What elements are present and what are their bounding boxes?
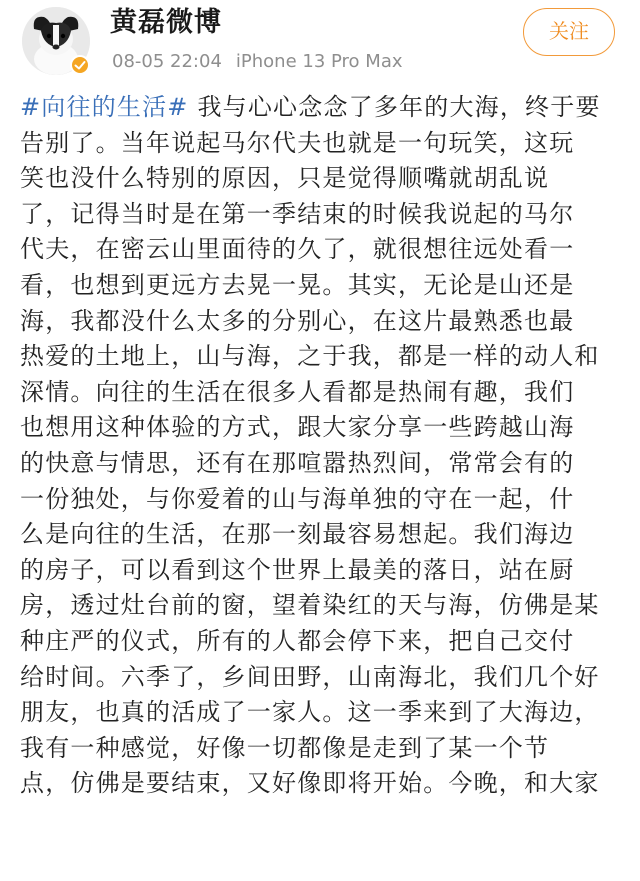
post-line-text: 我与心心念念了多年的大海，终于要 [188,93,601,121]
post-line: 的房子，可以看到这个世界上最美的落日，站在厨 [20,555,575,584]
post-body [20,90,620,802]
post-line: 的快意与情思，还有在那喧嚣热烈间，常常会有的 [20,448,575,477]
post-line: 了，记得当时是在第一季结束的时候我说起的马尔 [20,199,575,228]
verified-badge-icon [70,55,90,75]
post-line: 种庄严的仪式，所有的人都会停下来，把自己交付 [20,626,575,655]
post-line: 也想用这种体验的方式，跟大家分享一些跨越山海 [20,413,575,442]
post-line: 热爱的土地上，山与海，之于我，都是一样的动人和 [20,342,600,371]
username[interactable]: 黄磊微博 [110,7,222,38]
hashtag-link[interactable]: #向往的生活# [20,93,189,121]
post-line: 么是向往的生活，在那一刻最容易想起。我们海边 [20,520,575,549]
post-line: 深情。向往的生活在很多人看都是热闹有趣，我们 [20,377,575,406]
post-line: 海，我都没什么太多的分别心，在这片最熟悉也最 [20,306,575,335]
follow-button[interactable]: 关注 [523,8,615,56]
post-line: 点，仿佛是要结束，又好像即将开始。今晚，和大家 [20,769,600,798]
post-timestamp: 08-05 22:04 [112,51,222,72]
post-line [20,90,620,126]
post-line: 房，透过灶台前的窗，望着染红的天与海，仿佛是某 [20,591,600,620]
post-line: 给时间。六季了，乡间田野，山南海北，我们几个好 [20,662,600,691]
post-line: 我有一种感觉，好像一切都像是走到了某一个节 [20,733,550,762]
post-line: 告别了。当年说起马尔代夫也就是一句玩笑，这玩 [20,128,575,157]
post-device: iPhone 13 Pro Max [235,51,403,72]
post-meta [112,50,403,74]
post-line: 代夫，在密云山里面待的久了，就很想往远处看一 [20,235,575,264]
post-line: 笑也没什么特别的原因，只是觉得顺嘴就胡乱说 [20,164,550,193]
post-line: 看，也想到更远方去晃一晃。其实，无论是山还是 [20,270,575,299]
post-line: 一份独处，与你爱着的山与海单独的守在一起，什 [20,484,575,513]
post-line: 朋友，也真的活成了一家人。这一季来到了大海边， [20,698,600,727]
post-header [0,0,640,90]
